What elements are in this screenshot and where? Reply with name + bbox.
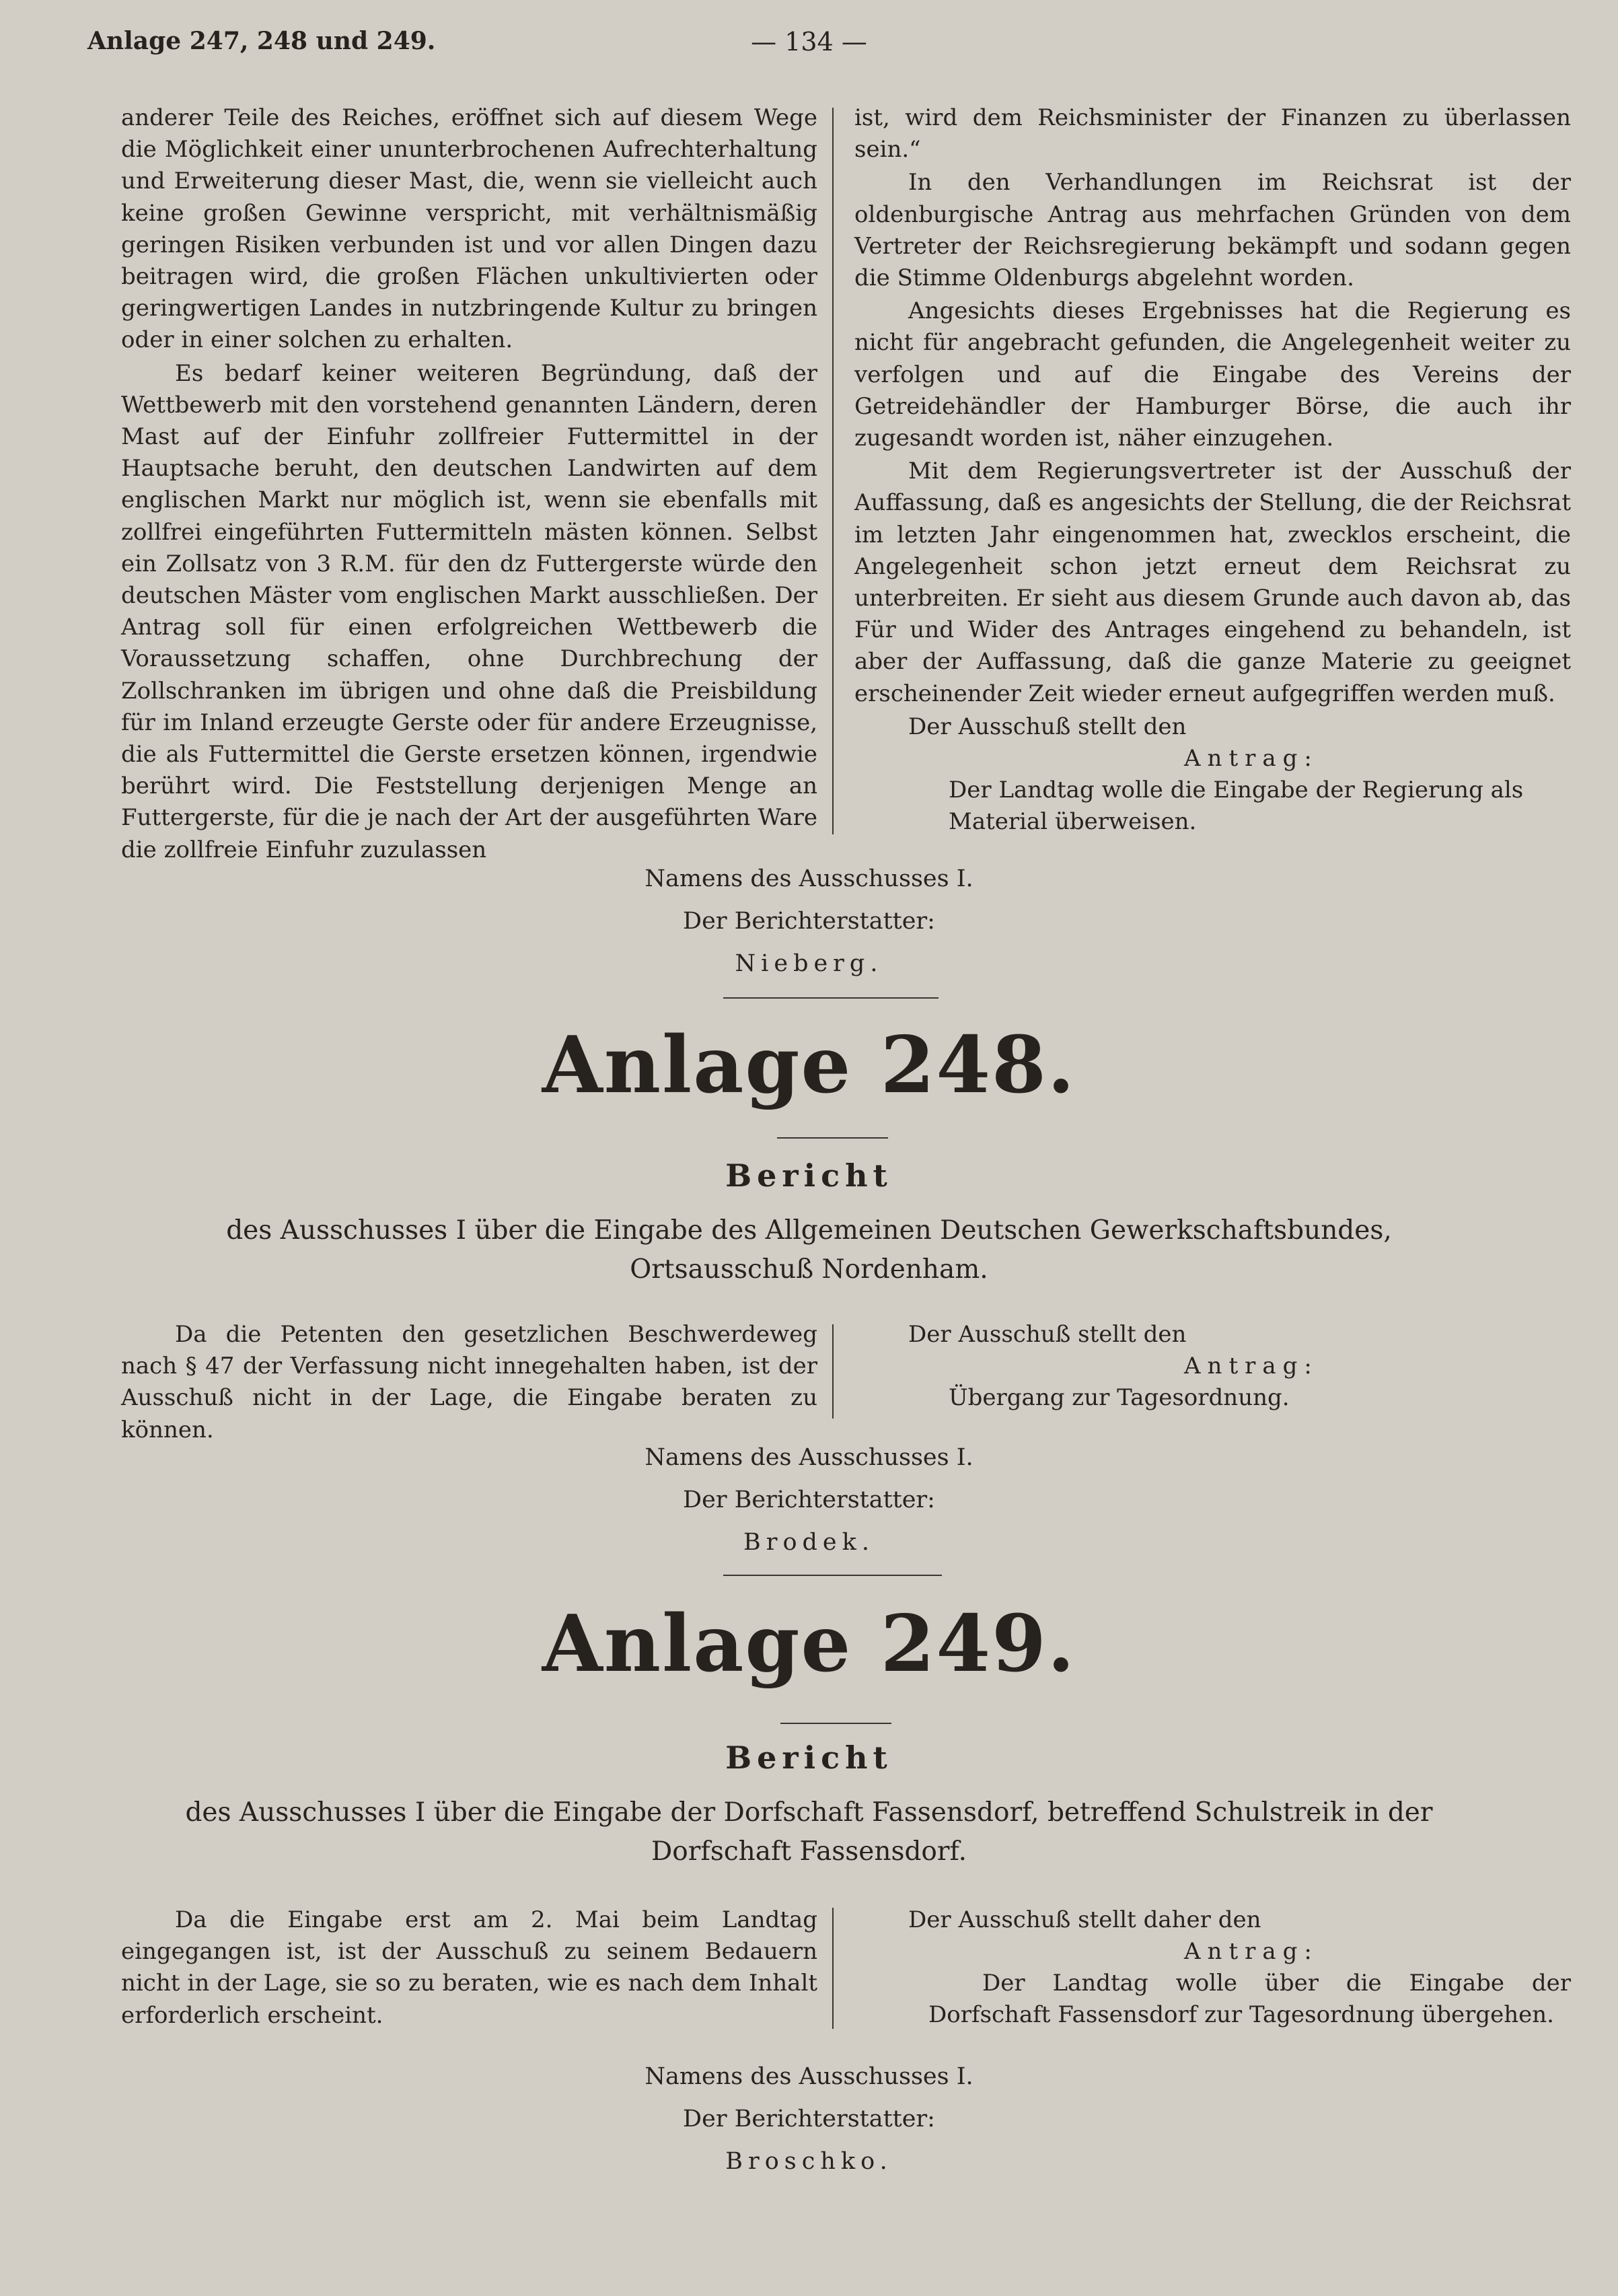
section-248-report-label: Bericht [725, 1157, 893, 1194]
section-249-subject: des Ausschusses I über die Eingabe der Dorfschaft Fassensdorf, betreffend Schulstreik in der Dorfschaft Fassensdorf. [185, 1797, 1433, 1867]
section-247-left-column [121, 102, 817, 867]
section-249-left-column [121, 1904, 817, 2033]
section-249-right-column [854, 1904, 1571, 2031]
signature-role: Der Berichterstatter: [683, 1486, 935, 1513]
signature-block-247 [0, 858, 1618, 985]
running-head: Anlage 247, 248 und 249. [87, 27, 436, 55]
column-divider [832, 108, 834, 834]
signature-name: Broschko. [725, 2148, 893, 2175]
paragraph: Da die Petenten den gesetzlichen Beschwerdeweg nach § 47 der Verfassung nicht innegehalten haben, ist der Ausschuß nicht in der Lage, die Eingabe beraten zu können. [121, 1321, 817, 1443]
motion-label: Antrag: [1184, 1938, 1319, 1965]
motion-label: Antrag: [1184, 1353, 1319, 1379]
page-number: — 134 — [751, 27, 867, 57]
title-underline [780, 1723, 891, 1724]
paragraph: Mit dem Regierungsvertreter ist der Ausschuß der Auffassung, daß es angesichts der Stellung, die der Reichsrat im letzten Jahr eingenommen hat, zwecklos erscheint, die Angelegenheit schon jetzt erneut dem Reichsrat zu unterbreiten. Er sieht aus diesem Grunde auch davon ab, das Für und Wider des Antrages eingehend zu behandeln, ist aber der Auffassung, daß die ganze Materie zu geeignet erscheinender Zeit wieder erneut aufgegriffen werden muß. [854, 458, 1571, 707]
motion-label: Antrag: [1184, 744, 1319, 772]
paragraph: Es bedarf keiner weiteren Begründung, daß der Wettbewerb mit den vorstehend genannten Ländern, deren Mast auf der Einfuhr zollfreier Futtermittel in der Hauptsache beruht, den deutschen Landwirten auf dem englischen Markt nur möglich ist, wenn sie ebenfalls mit zollfrei eingeführten Futtermitteln mästen können. Selbst ein Zollsatz von 3 R.M. für den dz Futtergerste würde den deutschen Mäster vom englischen Markt ausschließen. Der Antrag soll für einen erfolgreichen Wettbewerb die Voraussetzung schaffen, ohne Durchbrechung der Zollschranken im übrigen und ohne daß die Preisbildung für im Inland erzeugte Gerste oder für andere Erzeugnisse, die als Futtermittel die Gerste ersetzen können, irgendwie berührt wird. Die Feststellung derjenigen Menge an Futtergerste, für die je nach der Art der ausgeführten Ware die zollfreie Einfuhr zuzulassen [121, 359, 817, 863]
signature-role: Der Berichterstatter: [683, 2106, 935, 2132]
section-separator [723, 1575, 942, 1576]
signature-committee: Namens des Ausschusses I. [645, 2063, 973, 2090]
paragraph: In den Verhandlungen im Reichsrat ist der oldenburgische Antrag aus mehrfachen Gründen von dem Vertreter der Reichsregierung bekämpft und sodann gegen die Stimme Oldenburgs abgelehnt worden. [854, 169, 1571, 292]
section-247-right-column [854, 102, 1571, 838]
paragraph: Da die Eingabe erst am 2. Mai beim Landtag eingegangen ist, ist der Ausschuß zu seinem Bedauern nicht in der Lage, sie so zu beraten, wie es nach dem Inhalt erforderlich erscheint. [121, 1906, 817, 2029]
signature-committee: Namens des Ausschusses I. [645, 865, 973, 892]
paragraph: anderer Teile des Reiches, eröffnet sich auf diesem Wege die Möglichkeit einer ununterbrochenen Aufrechterhaltung und Erweiterung dieser Mast, die, wenn sie vielleicht auch keine großen Gewinne verspricht, mit verhältnismäßig geringen Risiken verbunden ist und vor allen Dingen dazu beitragen wird, die großen Flächen unkultivierten oder geringwertigen Landes in nutzbringende Kultur zu bringen oder in einer solchen zu erhalten. [121, 104, 817, 354]
section-249-report-label: Bericht [725, 1739, 893, 1776]
section-249-title: Anlage 249. [542, 1598, 1076, 1690]
section-248-left-column [121, 1319, 817, 1447]
signature-committee: Namens des Ausschusses I. [645, 1444, 973, 1471]
motion-text: Der Landtag wolle über die Eingabe der Dorfschaft Fassensdorf zur Tagesordnung übergehen. [928, 1970, 1571, 2028]
page-header [87, 27, 1531, 67]
column-divider [832, 1324, 834, 1419]
column-divider [832, 1908, 834, 2029]
section-248-subject: des Ausschusses I über die Eingabe des Allgemeinen Deutschen Gewerkschaftsbundes, Ortsausschuß Nordenham. [226, 1215, 1392, 1285]
section-separator [723, 997, 939, 999]
motion-intro: Der Ausschuß stellt den [908, 713, 1187, 740]
motion-intro: Der Ausschuß stellt daher den [908, 1906, 1261, 1933]
signature-name: Brodek. [743, 1529, 875, 1556]
signature-block-248 [0, 1437, 1618, 1564]
paragraph: Angesichts dieses Ergebnisses hat die Regierung es nicht für angebracht gefunden, die Angelegenheit weiter zu verfolgen und auf die Eingabe des Vereins der Getreidehändler der Hamburger Börse, die auch ihr zugesandt worden ist, näher einzugehen. [854, 297, 1571, 452]
signature-name: Nieberg. [735, 950, 883, 977]
motion-text: Der Landtag wolle die Eingabe der Regierung als Material überweisen. [949, 776, 1524, 835]
paragraph: ist, wird dem Reichsminister der Finanzen zu überlassen sein.“ [854, 104, 1571, 164]
motion-text: Übergang zur Tagesordnung. [949, 1384, 1290, 1411]
section-248-title: Anlage 248. [542, 1019, 1076, 1111]
title-underline [777, 1137, 888, 1139]
motion-intro: Der Ausschuß stellt den [908, 1321, 1187, 1348]
section-248-right-column [854, 1319, 1571, 1414]
signature-role: Der Berichterstatter: [683, 908, 935, 935]
signature-block-249 [0, 2056, 1618, 2183]
